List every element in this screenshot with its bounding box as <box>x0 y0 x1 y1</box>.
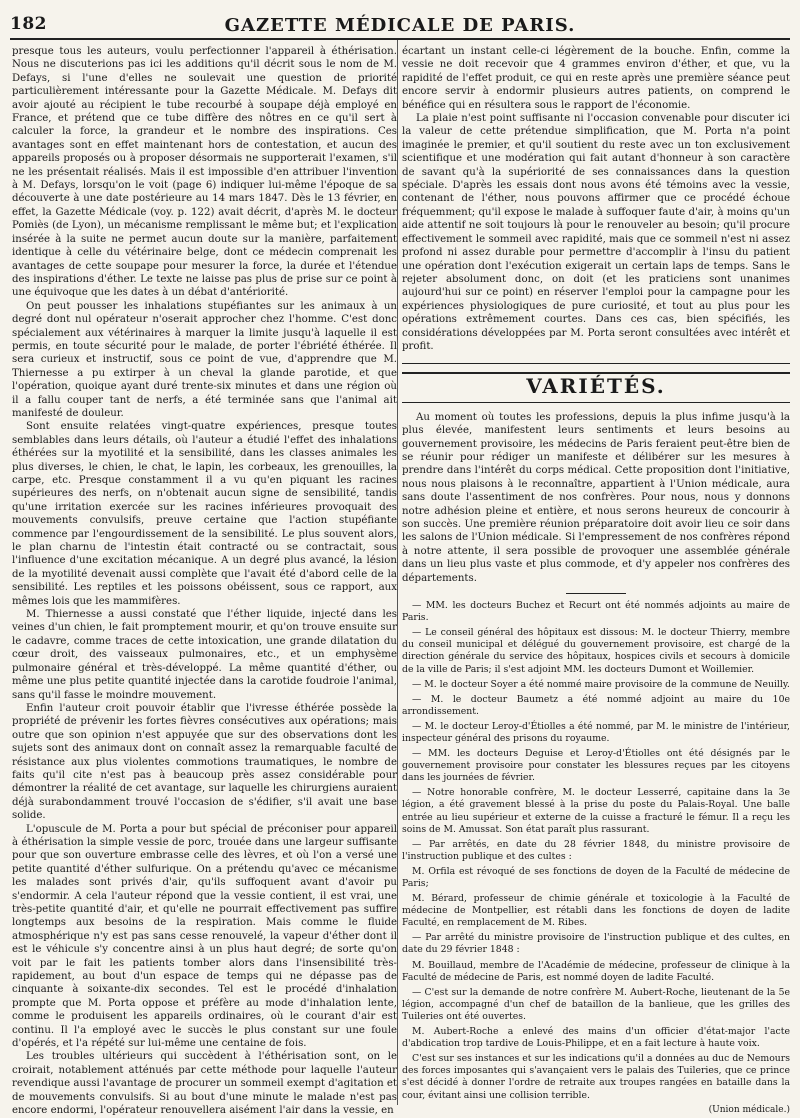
news-item: — Par arrêté du ministre provisoire de l'instruction publique et des cultes, en date du 29 février 1848 : <box>402 932 790 956</box>
news-item: M. Orfila est révoqué de ses fonctions de doyen de la Faculté de médecine de Paris; <box>402 865 790 889</box>
paragraph: Sont ensuite relatées vingt-quatre expériences, presque toutes semblables dans leurs détails, où l'auteur a étudié l'effet des inhalations éthérées sur la myotilité et la sensibilité, dans les classes animales les plus diverses, le chien, le chat, le lapin, les corbeaux, les grenouilles, la carpe, etc. Presque constamment il a vu qu'en piquant les racines supérieures des nerfs, on n'obtenait aucun signe de sensibilité, tandis qu'une irritation exercée sur les racines inférieures provoquait des mouvements convulsifs, preuve certaine que l'action stupéfiante commence par l'engourdissement de la sensibilité. Le plus souvent alors, le plan charnu de l'intestin était contracté ou se contractait, sous l'influence d'une excitation mécanique. A un degré plus avancé, la lésion de la myotilité devenait aussi complète que l'avait été d'abord celle de la sensibilité. Les reptiles et les poissons obéissent, sous ce rapport, aux mêmes lois que les mammifères. <box>12 421 397 607</box>
page-number: 182 <box>10 14 47 34</box>
paragraph: La plaie n'est point suffisante ni l'occasion convenable pour discuter ici la valeur de cette prétendue simplification, que M. Porta n'a point imaginée le premier, et qu'il soutient du reste avec un ton exclusivement scientifique et une modération qui fait autant d'honneur à son caractère de savant qu'à la supériorité de ses connaissances dans la question spéciale. D'après les essais dont nous avons été témoins avec la vessie, contenant de l'éther, nous pouvons affirmer que ce procédé échoue fréquemment; qu'il expose le malade à suffoquer faute d'air, à moins qu'un aide attentif ne soit toujours là pour le renouveler au besoin; qu'il procure effectivement le sommeil avec rapidité, mais que ce sommeil n'est ni assez profond ni assez durable pour permettre d'accomplir à l'insu du patient une opération dont l'exécution exigerait un certain laps de temps. Sans le rejeter absolument donc, on doit (et les praticiens sont unanimes aujourd'hui sur ce point) en réserver l'emploi pour la campagne pour les expériences physiologiques de pure curiosité, et tout au plus pour les opérations extrêmement courtes. Dans ces cas, bien spécifiés, les considérations développées par M. Porta seront consultées avec intérêt et profit. <box>402 113 790 352</box>
paragraph: M. Thiernesse a aussi constaté que l'éther liquide, injecté dans les veines d'un chien, le fait promptement mourir, et qu'on trouve ensuite sur le cadavre, comme traces de cette intoxication, une grande dilatation du cœur droit, des vaisseaux pulmonaires, etc., et un emphysème pulmonaire général et très-développé. La même quantité d'éther, ou même une plus petite quantité injectée dans la carotide foudroie l'animal, sans qu'il fasse le moindre mouvement. <box>12 609 397 701</box>
news-item: — Notre honorable confrère, M. le docteur Lesserré, capitaine dans la 3e légion, a été gravement blessé à la prise du poste du Palais-Royal. Une balle entrée au lieu supérieur et externe de la cuisse a fracturé le fémur. Il a reçu les soins de M. Amussat. Son état paraît plus rassurant. <box>402 787 790 835</box>
news-item: M. Bouillaud, membre de l'Académie de médecine, professeur de clinique à la Faculté de médecine de Paris, est nommé doyen de ladite Faculté. <box>402 959 790 983</box>
paragraph: écartant un instant celle-ci légèrement de la bouche. Enfin, comme la vessie ne doit recevoir que 4 grammes environ d'éther, et que, vu la rapidité de l'effet produit, ce qui en reste après une première séance peut encore servir à endormir plusieurs autres patients, on comprend le bénéfice qui en résultera sous le rapport de l'économie. <box>402 46 790 111</box>
paragraph: L'opuscule de M. Porta a pour but spécial de préconiser pour appareil à éthérisation la simple vessie de porc, trouée dans une largeur suffisante pour que son ouverture embrasse celle des lèvres, et où l'on a versé une petite quantité d'éther sulfurique. On a prétendu qu'avec ce mécanisme les malades sont privés d'air, qu'ils suffoquent avant d'avoir pu s'endormir. A cela l'auteur répond que la vessie contient, il est vrai, une très-petite quantité d'air, et qu'elle ne pourrait effectivement pas suffire longtemps aux besoins de la respiration. Mais comme le fluide atmosphérique n'y est pas sans cesse renouvelé, la vapeur d'éther dont il est le véhicule s'y concentre ainsi à un plus haut degré; de sorte qu'on voit par le fait les patients tomber alors dans l'insensibilité très-rapidement, au bout d'un espace de temps qui ne dépasse pas de cinquante à soixante-dix secondes. Tel est le procédé d'inhalation prompte que M. Porta oppose et préfère au mode d'inhalation lente, comme le produisent les appareils ordinaires, où le courant d'air est continu. Il l'a employé avec le succès le plus constant sur une foule d'opérés, et l'a répété sur lui-même une centaine de fois. <box>12 823 397 1050</box>
paragraph: Au moment où toutes les professions, depuis la plus infime jusqu'à la plus élevée, manifestent leurs sentiments et leurs besoins au gouvernement provisoire, les médecins de Paris feraient peut-être bien de se réunir pour rédiger un manifeste et délibérer sur les mesures à prendre dans l'intérêt du corps médical. Cette proposition dont l'initiative, nous nous plaisons à le reconnaître, appartient à l'Union médicale, aura sans doute l'assentiment de nos confrères. Pour nous, nous y donnons notre adhésion pleine et entière, et nous serons heureux de concourir à son succès. Une première réunion préparatoire doit avoir lieu ce soir dans les salons de l'Union médicale. Si l'empressement de nos confrères répond à notre attente, il sera possible de provoquer une assemblée générale dans un lieu plus vaste et plus commode, et d'y appeler nos confrères des départements. <box>402 411 790 584</box>
news-list <box>402 600 790 1117</box>
right-column <box>402 45 790 1115</box>
news-item: — C'est sur la demande de notre confrère M. Aubert-Roche, lieutenant de la 5e légion, accompagné d'un chef de bataillon de la banlieue, que les grilles des Tuileries ont été ouvertes. <box>402 986 790 1022</box>
source-signature: (Union médicale.) <box>708 1104 790 1115</box>
news-item: — MM. les docteurs Deguise et Leroy-d'Étiolles ont été désignés par le gouvernement provisoire pour constater les blessures reçues par les citoyens dans les journées de février. <box>402 748 790 784</box>
news-item: M. Bérard, professeur de chimie générale et toxicologie à la Faculté de médecine de Montpellier, est rétabli dans les fonctions de doyen de ladite Faculté, en remplacement de M. Ribes. <box>402 893 790 929</box>
news-item: C'est sur ses instances et sur les indications qu'il a données au duc de Nemours des forces imposantes qui s'avançaient vers le palais des Tuileries, que ce prince s'est décidé à donner l'ordre de retraite aux troupes rangées en bataille dans la cour, évitant ainsi une collision terrible. <box>402 1053 790 1101</box>
section-heading-box <box>402 372 790 402</box>
news-item: — Le conseil général des hôpitaux est dissous: M. le docteur Thierry, membre du conseil municipal et délégué du gouvernement provisoire, est chargé de la direction générale du service des hôpitaux, hospices civils et secours à domicile de la ville de Paris; il s'est adjoint MM. les docteurs Dumont et Woillemier. <box>402 627 790 675</box>
news-item: — M. le docteur Leroy-d'Étiolles a été nommé, par M. le ministre de l'intérieur, inspecteur général des prisons du royaume. <box>402 720 790 744</box>
paragraph: Les troubles ultérieurs qui succèdent à l'éthérisation sont, on le croirait, notablement atténués par cette méthode pour laquelle l'auteur revendique aussi l'avantage de procurer un sommeil exempt d'agitation et de mouvements convulsifs. Si au bout d'une minute le malade n'est pas encore endormi, l'opérateur renouvellera aisément l'air dans la vessie, en <box>12 1051 397 1117</box>
paragraph: Enfin l'auteur croit pouvoir établir que l'ivresse éthérée possède la propriété de prévenir les fortes fièvres consécutives aux opérations; mais outre que son opinion n'est appuyée que sur des observations dont les sujets sont des animaux dont on connaît assez la remarquable faculté de résistance aux plus violentes commotions traumatiques, le nombre de faits qu'il cite n'est pas à beaucoup près assez considérable pour démontrer la réalité de cet avantage, sur laquelle les chirurgiens auraient déjà surabondamment trouvé l'occasion de s'édifier, s'il avait une base solide. <box>12 702 397 822</box>
section-title: VARIÉTÉS. <box>526 374 666 399</box>
column-divider <box>397 40 398 1105</box>
left-column <box>12 45 397 1117</box>
paragraph: presque tous les auteurs, voulu perfectionner l'appareil à éthérisation. Nous ne discuterions pas ici les additions qu'il décrit sous le nom de M. Defays, si l'une d'elles ne soulevait une question de priorité particulièrement intéressante pour la Gazette Médicale. M. Defays dit avoir ajouté au récipient le tube recourbé à soupape déjà employé en France, et prétend que ce tube diffère des nôtres en ce qu'il sert à calculer la force, la grandeur et le nombre des inspirations. Ces avantages sont en effet maintenant hors de contestation, et aucun des appareils proposés ou à proposer désormais ne supporterait l'examen, s'il ne les présentait réalisés. Mais il est impossible d'en attribuer l'invention à M. Defays, lorsqu'on le voit (page 6) indiquer lui-même l'époque de sa découverte à une date postérieure au 14 mars 1847. Dès le 13 février, en effet, la Gazette Médicale (voy. p. 122) avait décrit, d'après M. le docteur Pomiès (de Lyon), un mécanisme remplissant le même but; et l'explication insérée à la suite ne permet aucun doute sur la manière, parfaitement identique à celle du vétérinaire belge, dont ce médecin comprenait les avantages de cette soupape pour mesurer la force, la durée et l'étendue des inspirations d'éther. Le texte ne laisse pas plus de prise sur ce point à une équivoque que les dates à un débat d'antériorité. <box>12 46 397 299</box>
news-item: — M. le docteur Soyer a été nommé maire provisoire de la commune de Neuilly. <box>412 678 790 690</box>
page-header <box>10 12 790 40</box>
paragraph: On peut pousser les inhalations stupéfiantes sur les animaux à un degré dont nul opérateur n'oserait approcher chez l'homme. C'est donc spécialement aux vétérinaires à marquer la limite jusqu'à laquelle il est permis, en toute sécurité pour le malade, de porter l'ébriété éthérée. Il sera curieux et instructif, sous ce point de vue, d'apprendre que M. Thiernesse a pu extirper à un cheval la glande parotide, et que l'opération, quoique ayant duré trente-six minutes et dans une région où il a fallu couper tant de nerfs, a été terminée sans que l'animal ait manifesté de douleur. <box>12 300 397 419</box>
news-item: M. Aubert-Roche a enlevé des mains d'un officier d'état-major l'acte d'abdication trop tardive de Louis-Philippe, et en a fait lecture à haute voix. <box>402 1026 790 1050</box>
section-divider <box>402 363 790 364</box>
news-item: — Par arrêtés, en date du 28 février 1848, du ministre provisoire de l'instruction publique et des cultes : <box>402 838 790 862</box>
news-item: — M. le docteur Baumetz a été nommé adjoint au maire du 10e arrondissement. <box>402 693 790 717</box>
news-item: — MM. les docteurs Buchez et Recurt ont été nommés adjoints au maire de Paris. <box>402 600 790 624</box>
news-divider <box>566 593 626 594</box>
journal-title: GAZETTE MÉDICALE DE PARIS. <box>224 14 576 36</box>
